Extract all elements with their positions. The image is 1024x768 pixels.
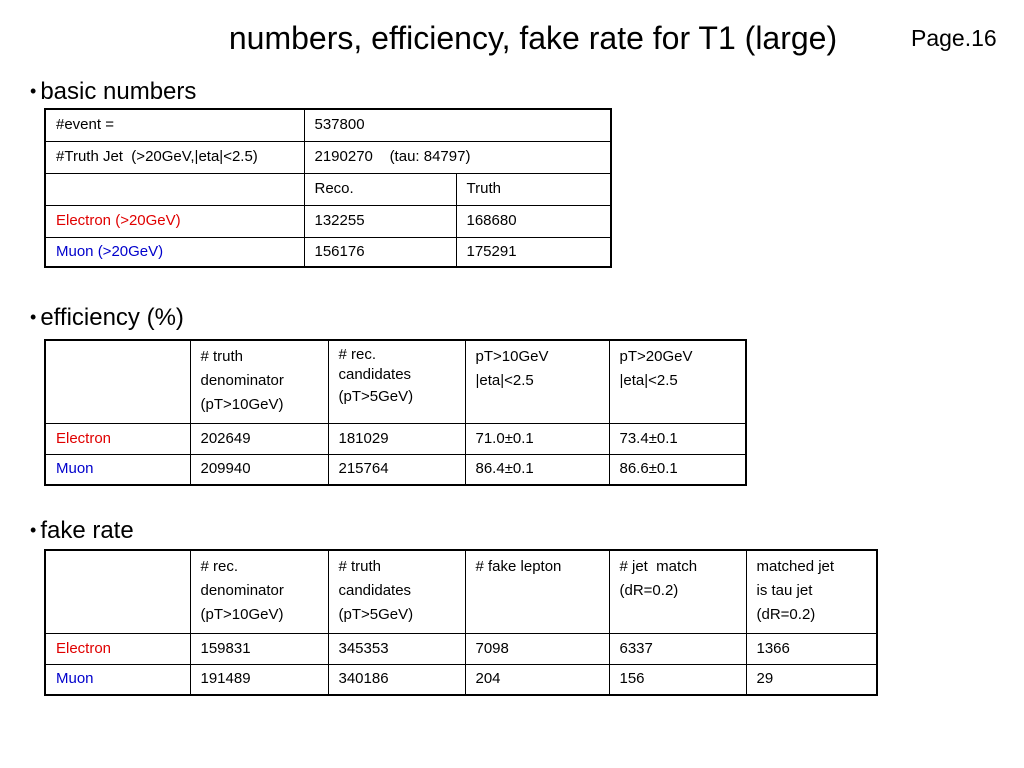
cell-value: 132255 — [304, 205, 456, 237]
cell-value: 159831 — [190, 634, 328, 665]
basic-numbers-heading-text: basic numbers — [40, 78, 197, 105]
cell-value: 340186 — [328, 665, 465, 695]
row-label-muon: Muon — [45, 455, 190, 485]
empty-cell — [45, 340, 190, 424]
row-label-muon: Muon (>20GeV) — [45, 237, 304, 267]
fake-rate-heading — [30, 515, 134, 546]
efficiency-table — [44, 339, 747, 486]
truth-jet-label: #Truth Jet (>20GeV,|eta|<2.5) — [45, 141, 304, 173]
column-header: pT>20GeV |eta|<2.5 — [609, 340, 746, 424]
efficiency-heading-text: efficiency (%) — [40, 304, 184, 331]
cell-value: 71.0±0.1 — [465, 424, 609, 455]
table-row — [45, 141, 611, 173]
bullet-icon: • — [30, 520, 37, 540]
column-header: matched jet is tau jet (dR=0.2) — [746, 550, 877, 634]
row-label-electron: Electron — [45, 424, 190, 455]
cell-value: 7098 — [465, 634, 609, 665]
table-row — [45, 665, 877, 695]
cell-value: 73.4±0.1 — [609, 424, 746, 455]
row-label-electron: Electron (>20GeV) — [45, 205, 304, 237]
fake-rate-table — [44, 549, 878, 696]
bullet-icon: • — [30, 307, 37, 327]
empty-cell — [45, 173, 304, 205]
page-number: Page.16 — [911, 25, 997, 51]
cell-value: 202649 — [190, 424, 328, 455]
cell-value: 29 — [746, 665, 877, 695]
column-header: # truth denominator (pT>10GeV) — [190, 340, 328, 424]
cell-value: 156176 — [304, 237, 456, 267]
column-header: # fake lepton — [465, 550, 609, 634]
cell-value: 6337 — [609, 634, 746, 665]
column-header: pT>10GeV |eta|<2.5 — [465, 340, 609, 424]
cell-value: 209940 — [190, 455, 328, 485]
column-header: # rec. candidates (pT>5GeV) — [328, 340, 465, 424]
column-header: # rec. denominator (pT>10GeV) — [190, 550, 328, 634]
truth-jet-value: 2190270 (tau: 84797) — [304, 141, 611, 173]
bullet-icon: • — [30, 81, 37, 101]
basic-numbers-heading — [30, 76, 196, 107]
table-row — [45, 634, 877, 665]
cell-value: 168680 — [456, 205, 611, 237]
cell-value: 1366 — [746, 634, 877, 665]
cell-value: 345353 — [328, 634, 465, 665]
table-header-row — [45, 550, 877, 634]
column-header: # truth candidates (pT>5GeV) — [328, 550, 465, 634]
column-header-truth: Truth — [456, 173, 611, 205]
cell-value: 215764 — [328, 455, 465, 485]
empty-cell — [45, 550, 190, 634]
cell-value: 86.6±0.1 — [609, 455, 746, 485]
cell-value: 191489 — [190, 665, 328, 695]
cell-value: 181029 — [328, 424, 465, 455]
cell-value: 156 — [609, 665, 746, 695]
table-row — [45, 424, 746, 455]
event-label: #event = — [45, 109, 304, 141]
cell-value: 86.4±0.1 — [465, 455, 609, 485]
table-row — [45, 455, 746, 485]
fake-rate-heading-text: fake rate — [40, 517, 134, 544]
efficiency-heading — [30, 302, 184, 333]
event-value: 537800 — [304, 109, 611, 141]
basic-numbers-table — [44, 108, 612, 268]
cell-value: 204 — [465, 665, 609, 695]
row-label-electron: Electron — [45, 634, 190, 665]
table-row — [45, 237, 611, 267]
column-header: # jet match (dR=0.2) — [609, 550, 746, 634]
cell-value: 175291 — [456, 237, 611, 267]
table-header-row — [45, 340, 746, 424]
column-header-reco: Reco. — [304, 173, 456, 205]
page-title: numbers, efficiency, fake rate for T1 (large) — [228, 20, 838, 56]
row-label-muon: Muon — [45, 665, 190, 695]
table-row — [45, 205, 611, 237]
table-row — [45, 173, 611, 205]
table-row — [45, 109, 611, 141]
